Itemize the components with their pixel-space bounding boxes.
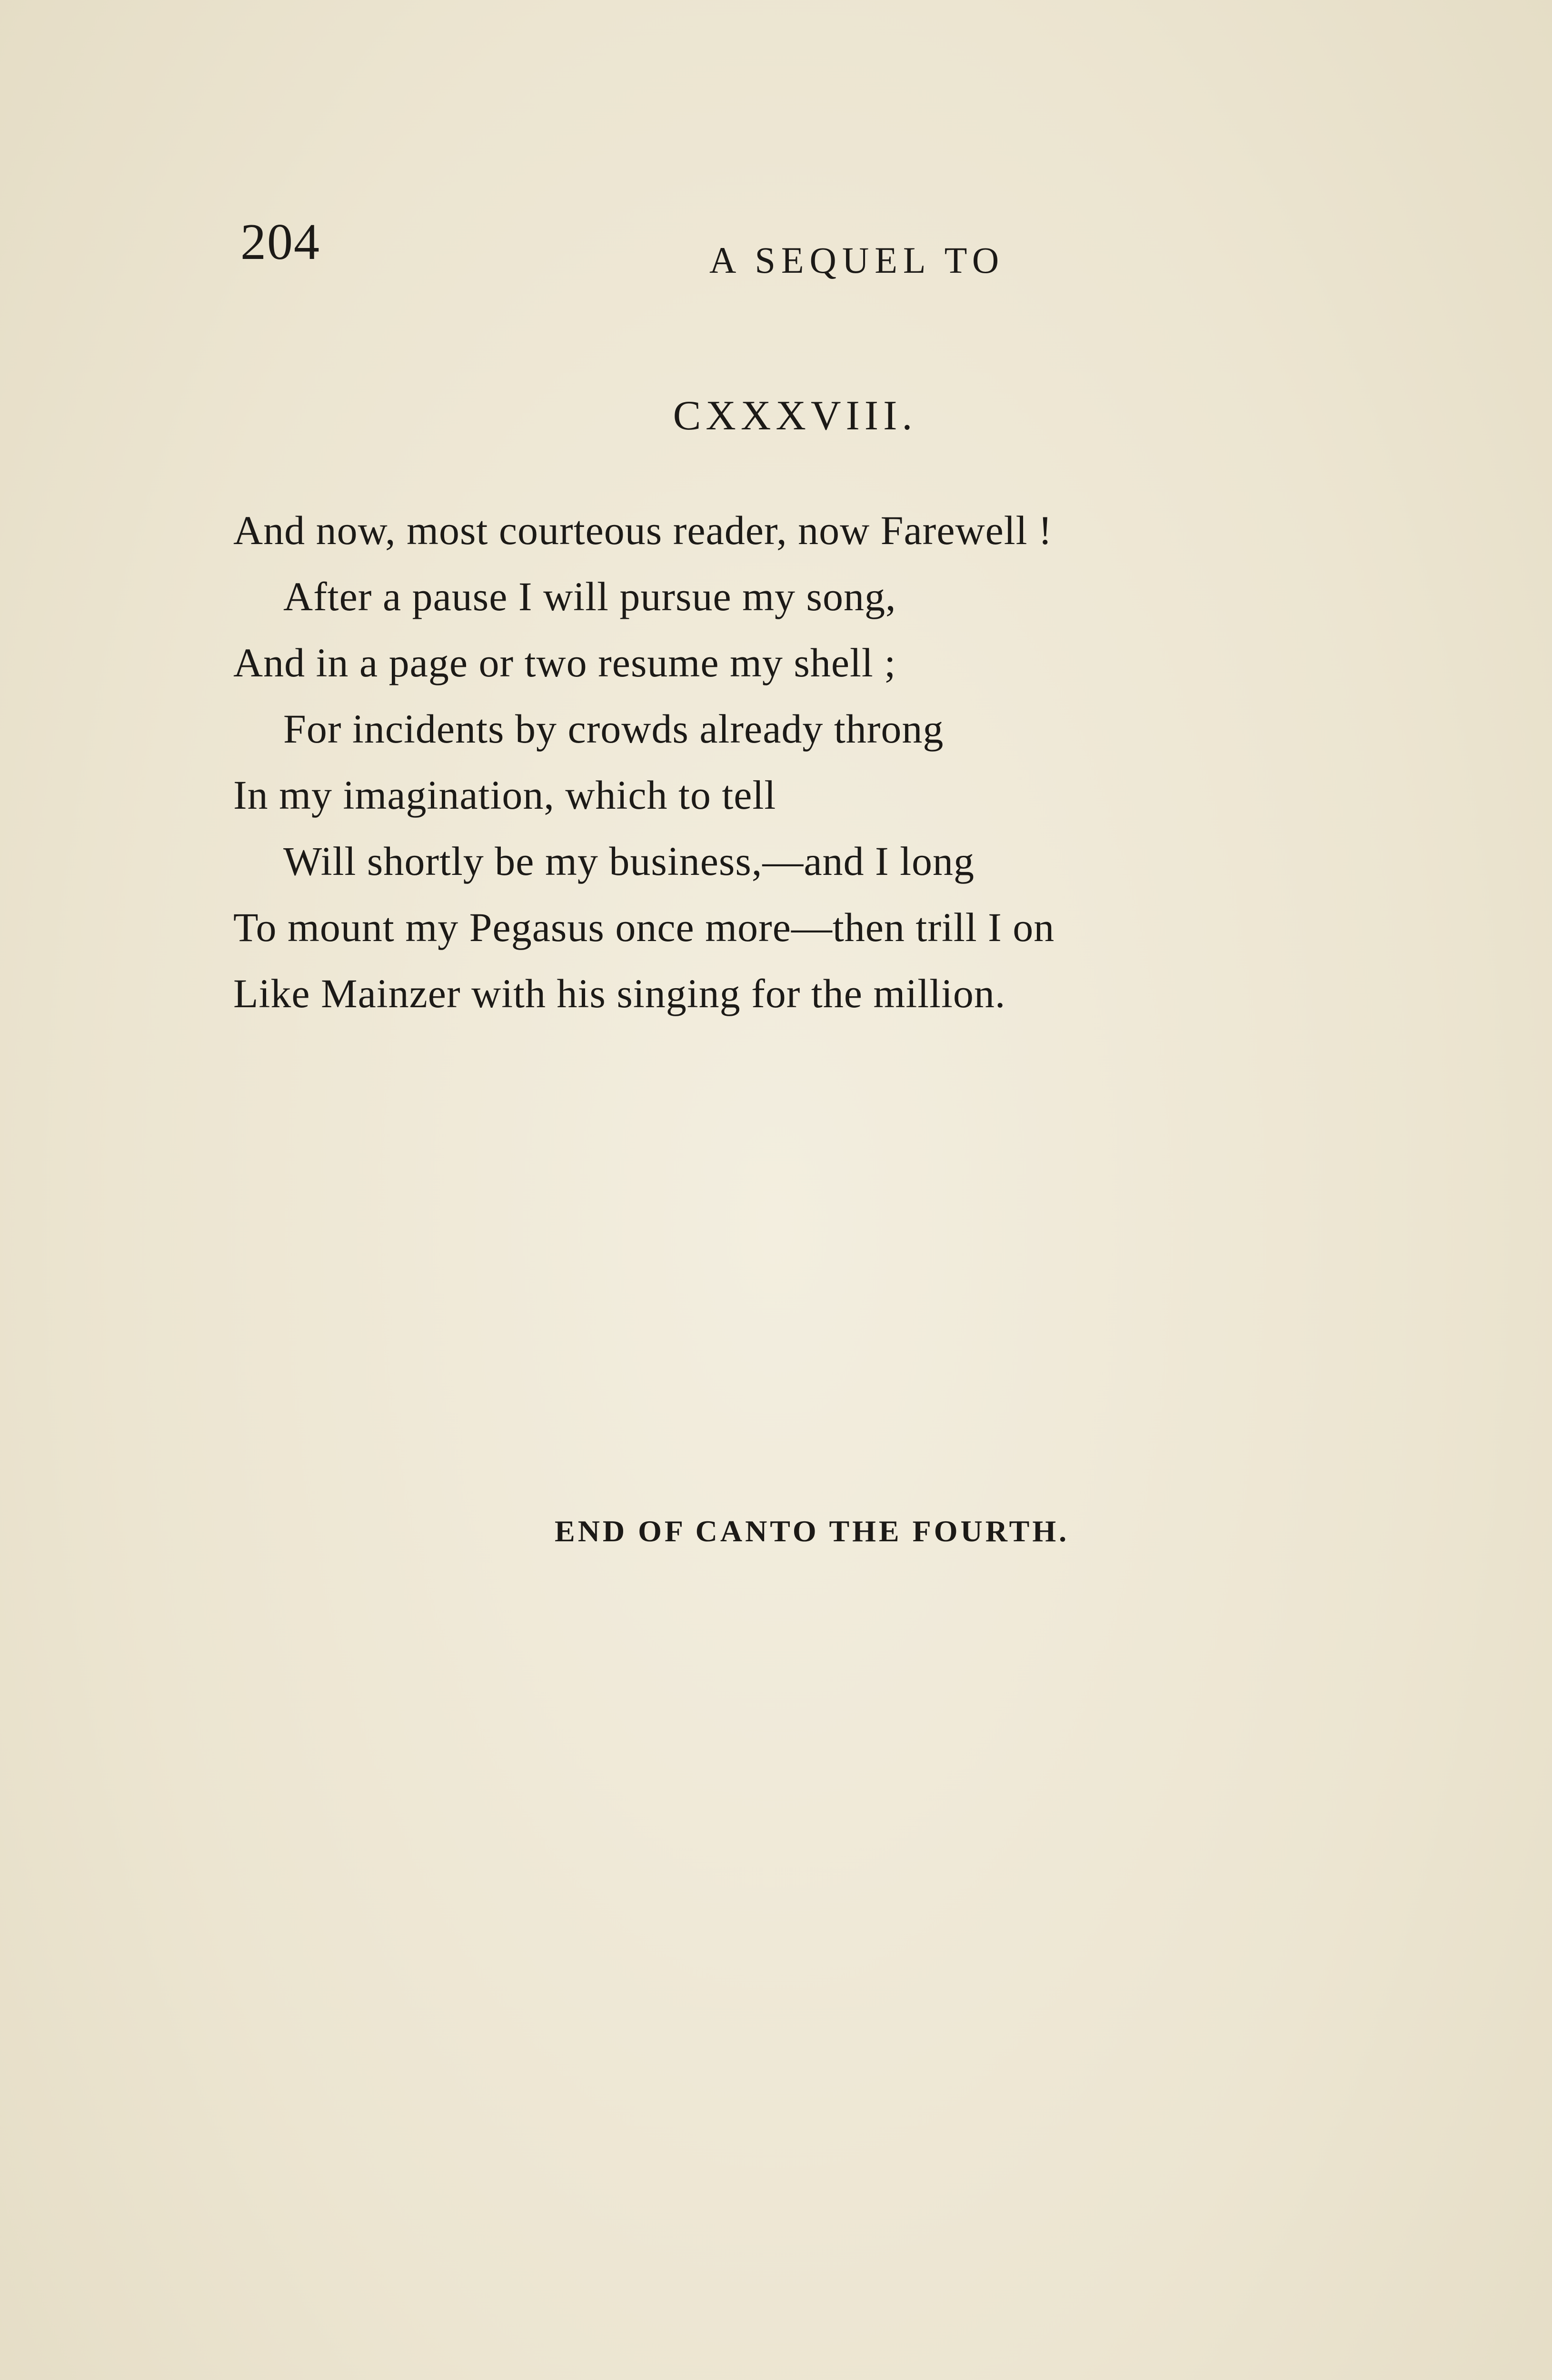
verse-line-4: For incidents by crowds already throng: [283, 706, 944, 752]
stanza-number: CXXXVIII.: [673, 393, 917, 439]
verse-line-3: And in a page or two resume my shell ;: [233, 640, 896, 685]
page-number: 204: [240, 214, 320, 270]
verse-line-1: And now, most courteous reader, now Farewell !: [233, 507, 1053, 553]
verse-line-6: Will shortly be my business,—and I long: [283, 838, 975, 884]
running-title: A SEQUEL TO: [709, 239, 1005, 281]
verse-line-7: To mount my Pegasus once more—then trill I on: [233, 904, 1055, 950]
canto-end-heading: END OF CANTO THE FOURTH.: [555, 1514, 1070, 1548]
stanza-verse: [233, 497, 1423, 1027]
verse-line-2: After a pause I will pursue my song,: [283, 574, 896, 619]
verse-line-8: Like Mainzer with his singing for the million.: [233, 971, 1006, 1016]
verse-line-5: In my imagination, which to tell: [233, 772, 776, 818]
